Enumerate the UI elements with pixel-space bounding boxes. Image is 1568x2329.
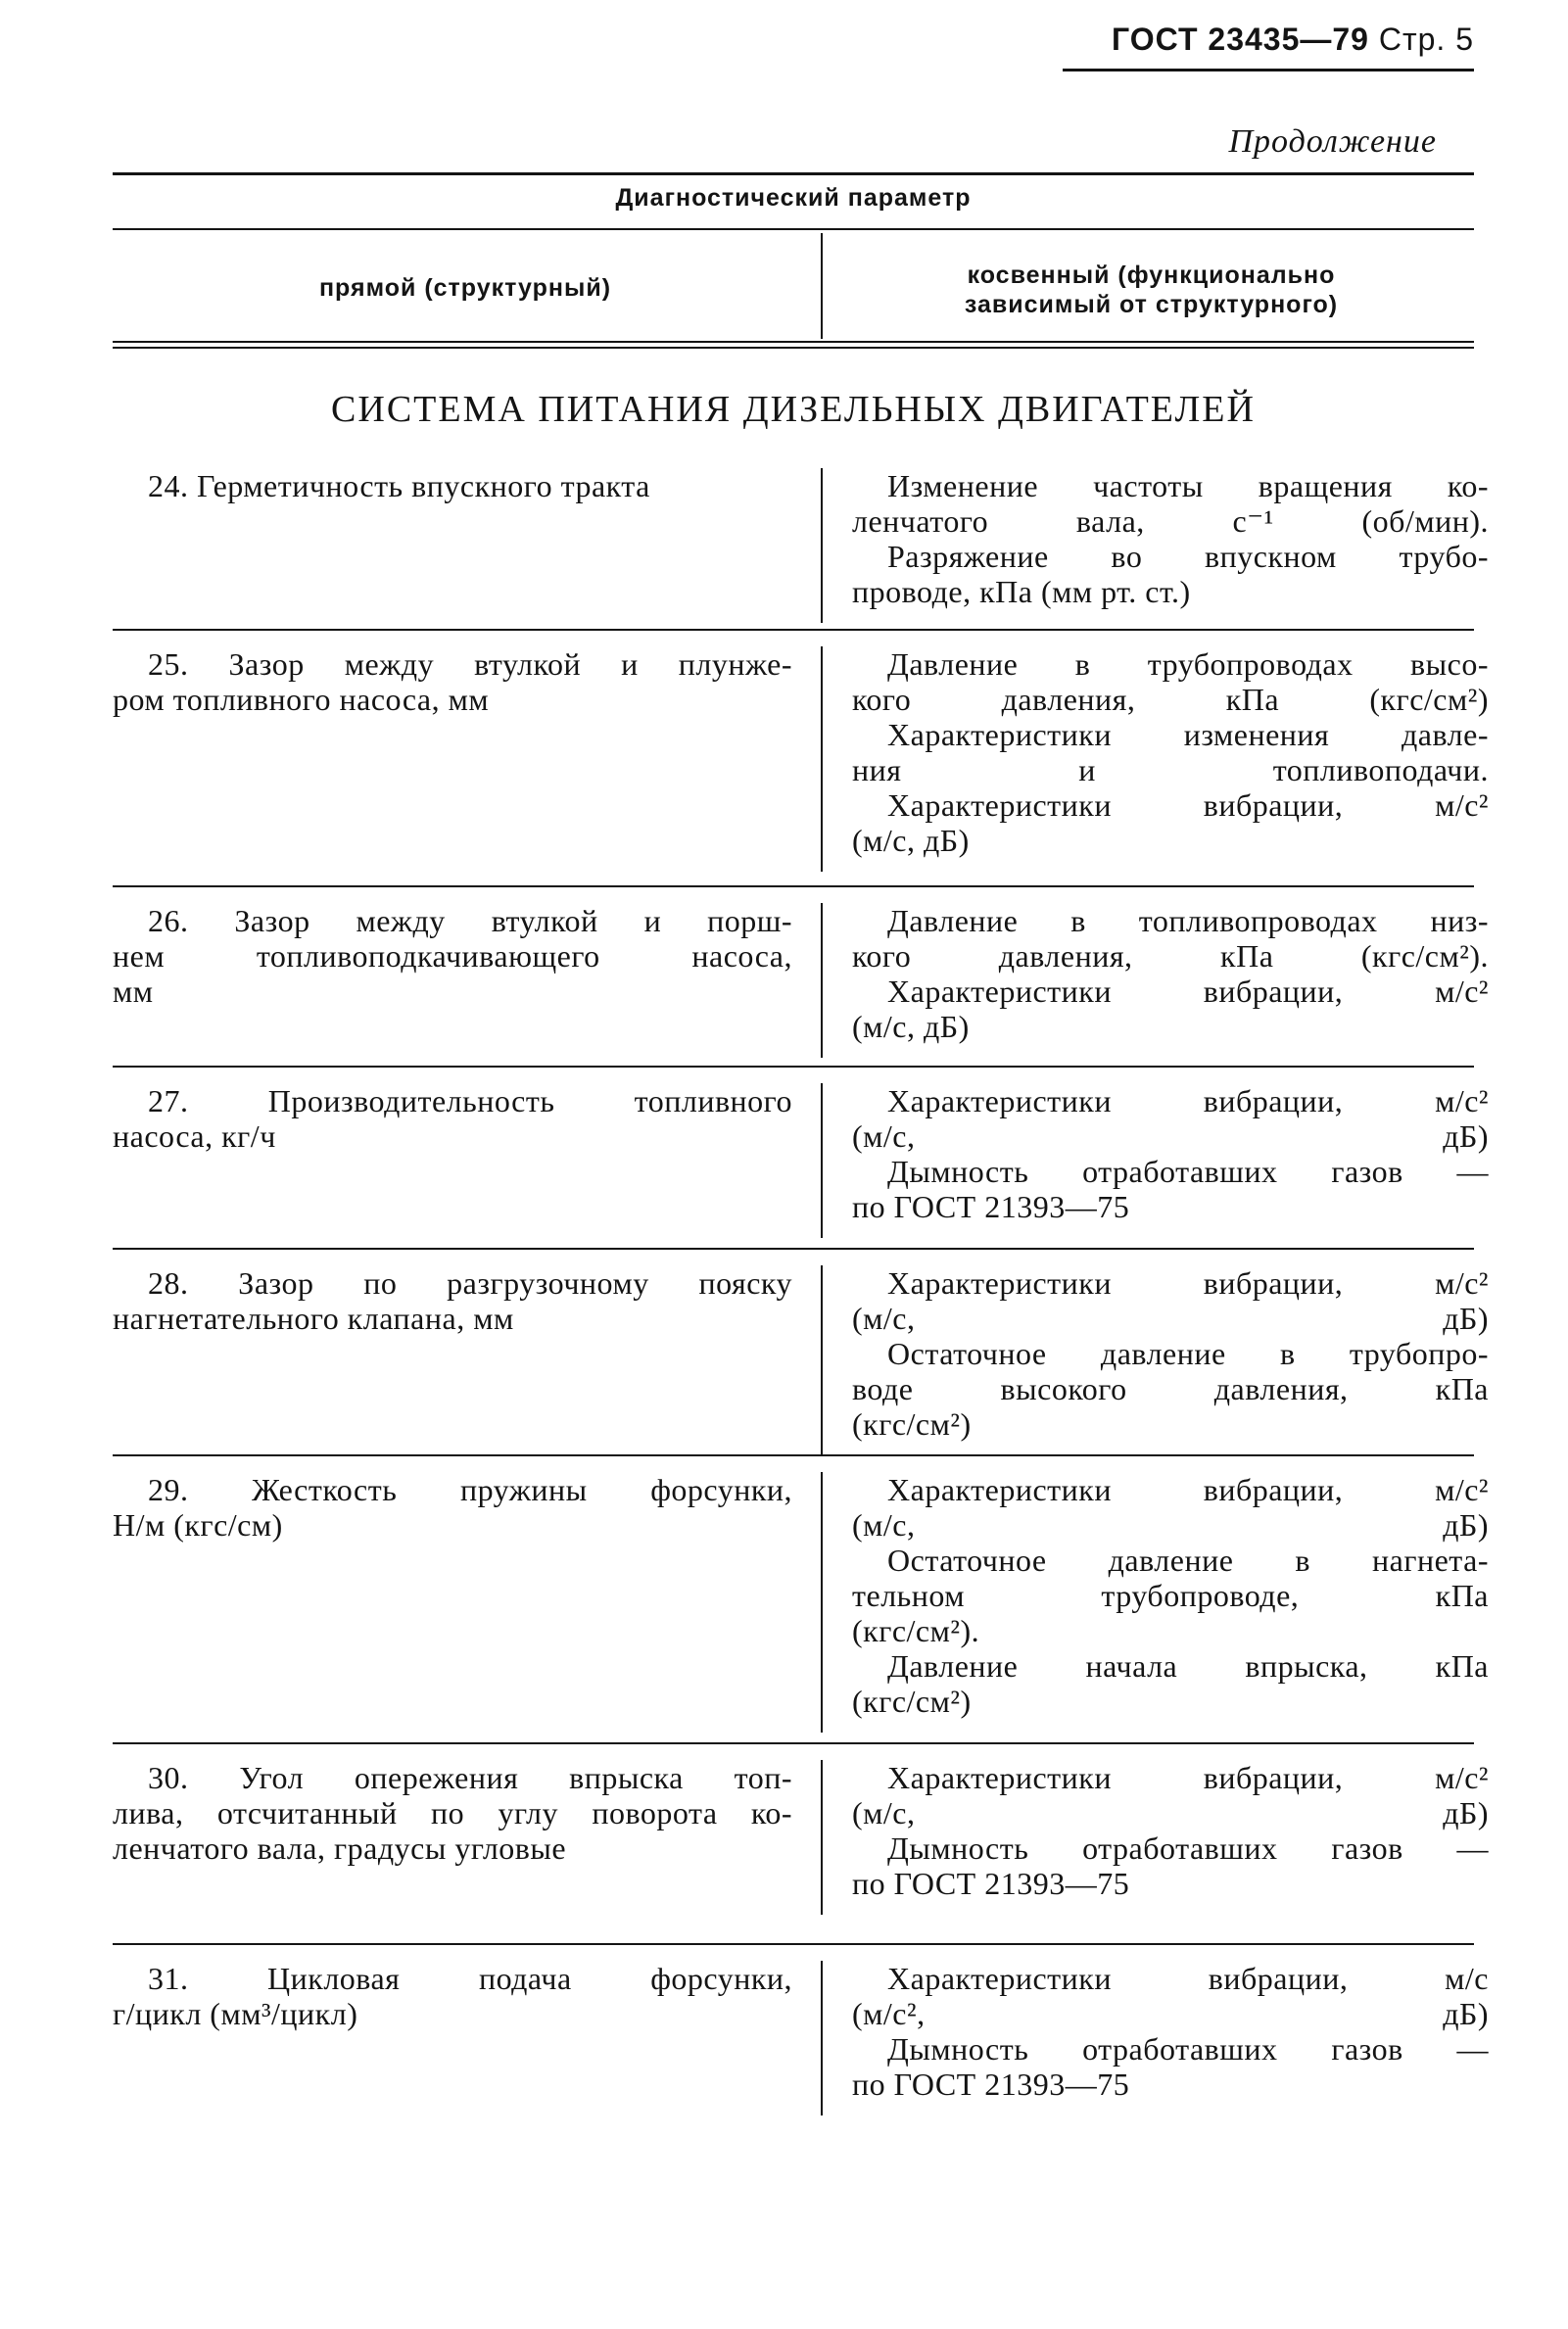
row-right-line: (м/с², дБ) xyxy=(852,1996,1489,2031)
row-right-line: Давление в топливопроводах низ- xyxy=(887,903,1489,938)
row-right-line: Дымность отработавших газов — xyxy=(887,1830,1489,1866)
row-separator xyxy=(822,1742,1474,1744)
row-separator xyxy=(113,1943,822,1945)
row-right-line: (м/с, дБ) xyxy=(852,1507,1489,1543)
row-direct-cell xyxy=(113,1472,792,1543)
row-separator xyxy=(113,1066,822,1068)
row-column-divider xyxy=(821,1083,823,1238)
row-separator xyxy=(113,629,822,631)
row-left-line: 29. Жесткость пружины форсунки, xyxy=(148,1472,792,1507)
row-left-line: мм xyxy=(113,974,154,1009)
row-right-line: Характеристики вибрации, м/с² xyxy=(887,1265,1489,1301)
row-right-line: Характеристики вибрации, м/с² xyxy=(887,974,1489,1009)
row-left-line: ром топливного насоса, мм xyxy=(113,682,490,717)
row-right-line: (м/с, дБ) xyxy=(852,1301,1489,1336)
row-column-divider xyxy=(821,903,823,1058)
row-right-line: (м/с, дБ) xyxy=(852,823,970,858)
row-direct-cell xyxy=(113,468,792,503)
table-head-rule xyxy=(113,228,1474,230)
table-head-direct: прямой (структурный) xyxy=(318,274,612,302)
row-right-line: проводе, кПа (мм рт. ст.) xyxy=(852,574,1191,609)
standard-number: ГОСТ 23435—79 xyxy=(1112,22,1369,57)
row-right-line: ленчатого вала, с⁻¹ (об/мин). xyxy=(852,503,1489,539)
header-rule xyxy=(1063,69,1474,71)
row-left-line: 30. Угол опережения впрыска топ- xyxy=(148,1760,792,1795)
continuation-label: Продолжение xyxy=(1228,123,1437,160)
table-head-bottom-rule xyxy=(113,341,1474,349)
row-right-line: по ГОСТ 21393—75 xyxy=(852,1189,1130,1224)
row-left-line: ленчатого вала, градусы угловые xyxy=(113,1830,567,1866)
row-right-line: (м/с, дБ) xyxy=(852,1795,1489,1830)
row-separator xyxy=(113,1742,822,1744)
row-right-line: Дымность отработавших газов — xyxy=(887,2031,1489,2067)
row-right-line: Характеристики вибрации, м/с² xyxy=(887,1472,1489,1507)
table-head-main: Диагностический параметр xyxy=(615,184,972,212)
row-right-line: Остаточное давление в нагнета- xyxy=(887,1543,1489,1578)
row-right-line: (кгс/см²). xyxy=(852,1613,980,1648)
row-separator xyxy=(113,1248,822,1250)
row-indirect-cell xyxy=(852,646,1489,858)
row-direct-cell xyxy=(113,1083,792,1154)
row-separator xyxy=(113,1454,822,1456)
row-left-line: 31. Цикловая подача форсунки, xyxy=(148,1961,792,1996)
row-separator xyxy=(822,1066,1474,1068)
row-indirect-cell xyxy=(852,1083,1489,1224)
row-right-line: Изменение частоты вращения ко- xyxy=(887,468,1489,503)
table-head-indirect xyxy=(829,261,1474,319)
row-right-line: Давление в трубопроводах высо- xyxy=(887,646,1489,682)
row-left-line: нагнетательного клапана, мм xyxy=(113,1301,514,1336)
row-right-line: Разряжение во впускном трубо- xyxy=(887,539,1489,574)
row-right-line: ния и топливоподачи. xyxy=(852,752,1489,787)
row-separator xyxy=(822,1248,1474,1250)
row-right-line: воде высокого давления, кПа xyxy=(852,1371,1489,1406)
row-direct-cell xyxy=(113,1961,792,2031)
row-column-divider xyxy=(821,1760,823,1915)
row-separator xyxy=(113,885,822,887)
row-right-line: (м/с, дБ) xyxy=(852,1009,970,1044)
row-separator xyxy=(822,1454,1474,1456)
table-head-indirect-line2: зависимый от структурного) xyxy=(964,291,1339,318)
row-right-line: Характеристики вибрации, м/с² xyxy=(887,787,1489,823)
row-right-line: Характеристики вибрации, м/с² xyxy=(887,1083,1489,1118)
row-left-line: 25. Зазор между втулкой и плунже- xyxy=(148,646,792,682)
row-right-line: по ГОСТ 21393—75 xyxy=(852,2067,1130,2102)
row-column-divider xyxy=(821,1472,823,1733)
row-separator xyxy=(822,1943,1474,1945)
row-right-line: Дымность отработавших газов — xyxy=(887,1154,1489,1189)
row-direct-cell xyxy=(113,646,792,717)
row-indirect-cell xyxy=(852,468,1489,609)
row-direct-cell xyxy=(113,1760,792,1866)
row-right-line: кого давления, кПа (кгс/см²). xyxy=(852,938,1489,974)
row-right-line: (м/с, дБ) xyxy=(852,1118,1489,1154)
row-left-line: г/цикл (мм³/цикл) xyxy=(113,1996,358,2031)
row-separator xyxy=(822,629,1474,631)
row-right-line: Характеристики вибрации, м/с xyxy=(887,1961,1489,1996)
row-direct-cell xyxy=(113,903,792,1009)
row-left-line: нем топливоподкачивающего насоса, xyxy=(113,938,792,974)
section-title: СИСТЕМА ПИТАНИЯ ДИЗЕЛЬНЫХ ДВИГАТЕЛЕЙ xyxy=(331,389,1256,430)
table-top-rule xyxy=(113,172,1474,175)
page-header xyxy=(1112,22,1474,58)
row-right-line: Характеристики изменения давле- xyxy=(887,717,1489,752)
row-direct-cell xyxy=(113,1265,792,1336)
table-head-divider xyxy=(821,233,823,339)
row-left-line: Н/м (кгс/см) xyxy=(113,1507,283,1543)
row-indirect-cell xyxy=(852,1265,1489,1442)
row-left-line: 26. Зазор между втулкой и порш- xyxy=(148,903,792,938)
row-right-line: по ГОСТ 21393—75 xyxy=(852,1866,1130,1901)
row-right-line: (кгс/см²) xyxy=(852,1406,972,1442)
row-right-line: Остаточное давление в трубопро- xyxy=(887,1336,1489,1371)
row-left-line: 28. Зазор по разгрузочному пояску xyxy=(148,1265,792,1301)
row-right-line: Характеристики вибрации, м/с² xyxy=(887,1760,1489,1795)
row-separator xyxy=(822,885,1474,887)
row-indirect-cell xyxy=(852,1961,1489,2102)
row-indirect-cell xyxy=(852,1472,1489,1719)
row-column-divider xyxy=(821,468,823,623)
row-right-line: кого давления, кПа (кгс/см²) xyxy=(852,682,1489,717)
row-column-divider xyxy=(821,1961,823,2115)
page-number: Стр. 5 xyxy=(1378,22,1474,57)
row-left-line: насоса, кг/ч xyxy=(113,1118,276,1154)
row-indirect-cell xyxy=(852,1760,1489,1901)
row-indirect-cell xyxy=(852,903,1489,1044)
row-left-line: 24. Герметичность впускного тракта xyxy=(148,468,650,503)
table-head-indirect-line1: косвенный (функционально xyxy=(967,261,1336,289)
row-left-line: 27. Производительность топливного xyxy=(148,1083,792,1118)
row-right-line: тельном трубопроводе, кПа xyxy=(852,1578,1489,1613)
row-column-divider xyxy=(821,1265,823,1455)
row-left-line: лива, отсчитанный по углу поворота ко- xyxy=(113,1795,792,1830)
row-right-line: (кгс/см²) xyxy=(852,1684,972,1719)
row-column-divider xyxy=(821,646,823,872)
row-right-line: Давление начала впрыска, кПа xyxy=(887,1648,1489,1684)
